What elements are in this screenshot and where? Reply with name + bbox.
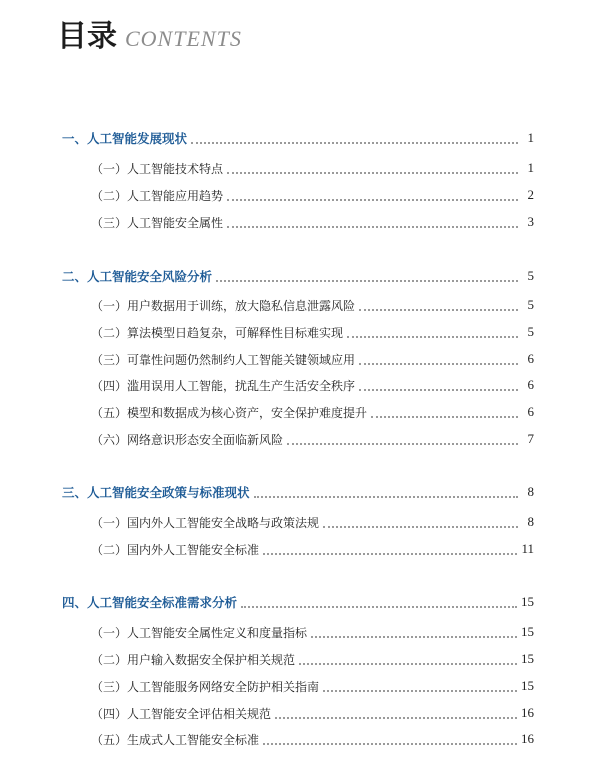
toc-leader-dots: [323, 525, 518, 528]
toc-subsection-label: （二）人工智能应用趋势: [91, 188, 224, 203]
toc-section-1[interactable]: [62, 128, 534, 148]
toc-section-3[interactable]: [62, 482, 534, 502]
toc-subsection-1-3[interactable]: [91, 212, 534, 232]
toc-section-2[interactable]: [62, 266, 534, 286]
toc-page-number: 15: [521, 651, 534, 666]
toc-subsection-label: （二）用户输入数据安全保护相关规范: [91, 652, 296, 667]
toc-subsection-1-1[interactable]: [91, 158, 534, 178]
toc-page-number: 1: [527, 160, 534, 175]
toc-leader-dots: [275, 716, 517, 719]
toc-page-number: 6: [527, 404, 534, 419]
toc-subsection-2-1[interactable]: [91, 295, 534, 315]
toc-leader-dots: [216, 279, 518, 282]
toc-leader-dots: [254, 495, 518, 498]
toc-subsection-label: （一）人工智能安全属性定义和度量指标: [91, 625, 308, 640]
toc-subsection-4-4[interactable]: [91, 703, 534, 723]
toc-page-number: 2: [527, 187, 534, 202]
toc-subsection-2-6[interactable]: [91, 429, 534, 449]
toc-page-number: 16: [521, 731, 534, 746]
toc-page-number: 15: [521, 678, 534, 693]
toc-subsection-label: （三）人工智能服务网络安全防护相关指南: [91, 679, 320, 694]
toc-leader-dots: [347, 335, 518, 338]
toc-page-number: 5: [527, 268, 534, 283]
toc-subsection-2-2[interactable]: [91, 322, 534, 342]
toc-page-number: 15: [521, 624, 534, 639]
toc-subsection-label: （五）生成式人工智能安全标准: [91, 732, 260, 747]
toc-subsection-4-3[interactable]: [91, 676, 534, 696]
toc-page-number: 15: [521, 594, 534, 609]
toc-section-4[interactable]: [62, 592, 534, 612]
toc-subsection-label: （四）滥用误用人工智能，扰乱生产生活安全秩序: [91, 378, 356, 393]
toc-leader-dots: [371, 415, 518, 418]
toc-subsection-label: （六）网络意识形态安全面临新风险: [91, 432, 284, 447]
toc-subsection-label: （一）用户数据用于训练，放大隐私信息泄露风险: [91, 298, 356, 313]
toc-subsection-4-2[interactable]: [91, 649, 534, 669]
toc-subsection-4-5[interactable]: [91, 729, 534, 749]
toc-section-label: 二、人工智能安全风险分析: [62, 269, 213, 284]
toc-leader-dots: [191, 141, 518, 144]
toc-subsection-2-3[interactable]: [91, 349, 534, 369]
toc-page-number: 8: [527, 484, 534, 499]
toc-subsection-2-5[interactable]: [91, 402, 534, 422]
toc-subsection-1-2[interactable]: [91, 185, 534, 205]
toc-page-number: 16: [521, 705, 534, 720]
toc-leader-dots: [227, 198, 518, 201]
toc-subsection-label: （三）可靠性问题仍然制约人工智能关键领域应用: [91, 352, 356, 367]
toc-section-label: 一、人工智能发展现状: [62, 131, 188, 146]
toc-page-number: 6: [527, 377, 534, 392]
toc-leader-dots: [263, 552, 517, 555]
toc-leader-dots: [287, 442, 518, 445]
toc-leader-dots: [299, 662, 517, 665]
toc-subsection-label: （三）人工智能安全属性: [91, 215, 224, 230]
toc-subsection-3-1[interactable]: [91, 512, 534, 532]
toc-leader-dots: [359, 308, 518, 311]
toc-leader-dots: [227, 171, 518, 174]
toc-leader-dots: [311, 635, 517, 638]
toc-leader-dots: [323, 689, 517, 692]
toc-page-number: 3: [527, 214, 534, 229]
toc-page-number: 8: [527, 514, 534, 529]
toc-subsection-label: （五）模型和数据成为核心资产，安全保护难度提升: [91, 405, 368, 420]
toc-page-number: 5: [527, 324, 534, 339]
toc-leader-dots: [227, 225, 518, 228]
toc-leader-dots: [241, 605, 517, 608]
toc-page-number: 6: [527, 351, 534, 366]
toc-subsection-label: （二）算法模型日趋复杂，可解释性目标难实现: [91, 325, 344, 340]
toc-leader-dots: [263, 742, 517, 745]
toc-leader-dots: [359, 362, 518, 365]
toc-subsection-label: （一）国内外人工智能安全战略与政策法规: [91, 515, 320, 530]
title-english: CONTENTS: [125, 26, 242, 51]
toc-subsection-label: （四）人工智能安全评估相关规范: [91, 706, 272, 721]
toc-section-label: 四、人工智能安全标准需求分析: [62, 595, 238, 610]
toc-page-number: 11: [521, 541, 534, 556]
toc-page-number: 7: [527, 431, 534, 446]
toc-page-number: 5: [527, 297, 534, 312]
page-title: [57, 19, 242, 54]
toc-section-label: 三、人工智能安全政策与标准现状: [62, 485, 250, 500]
toc-subsection-3-2[interactable]: [91, 539, 534, 559]
toc-subsection-2-4[interactable]: [91, 375, 534, 395]
toc-page-number: 1: [527, 130, 534, 145]
toc-subsection-label: （一）人工智能技术特点: [91, 161, 224, 176]
toc-subsection-label: （二）国内外人工智能安全标准: [91, 542, 260, 557]
toc-subsection-4-1[interactable]: [91, 622, 534, 642]
title-chinese: 目录: [57, 19, 117, 54]
toc-leader-dots: [359, 388, 518, 391]
